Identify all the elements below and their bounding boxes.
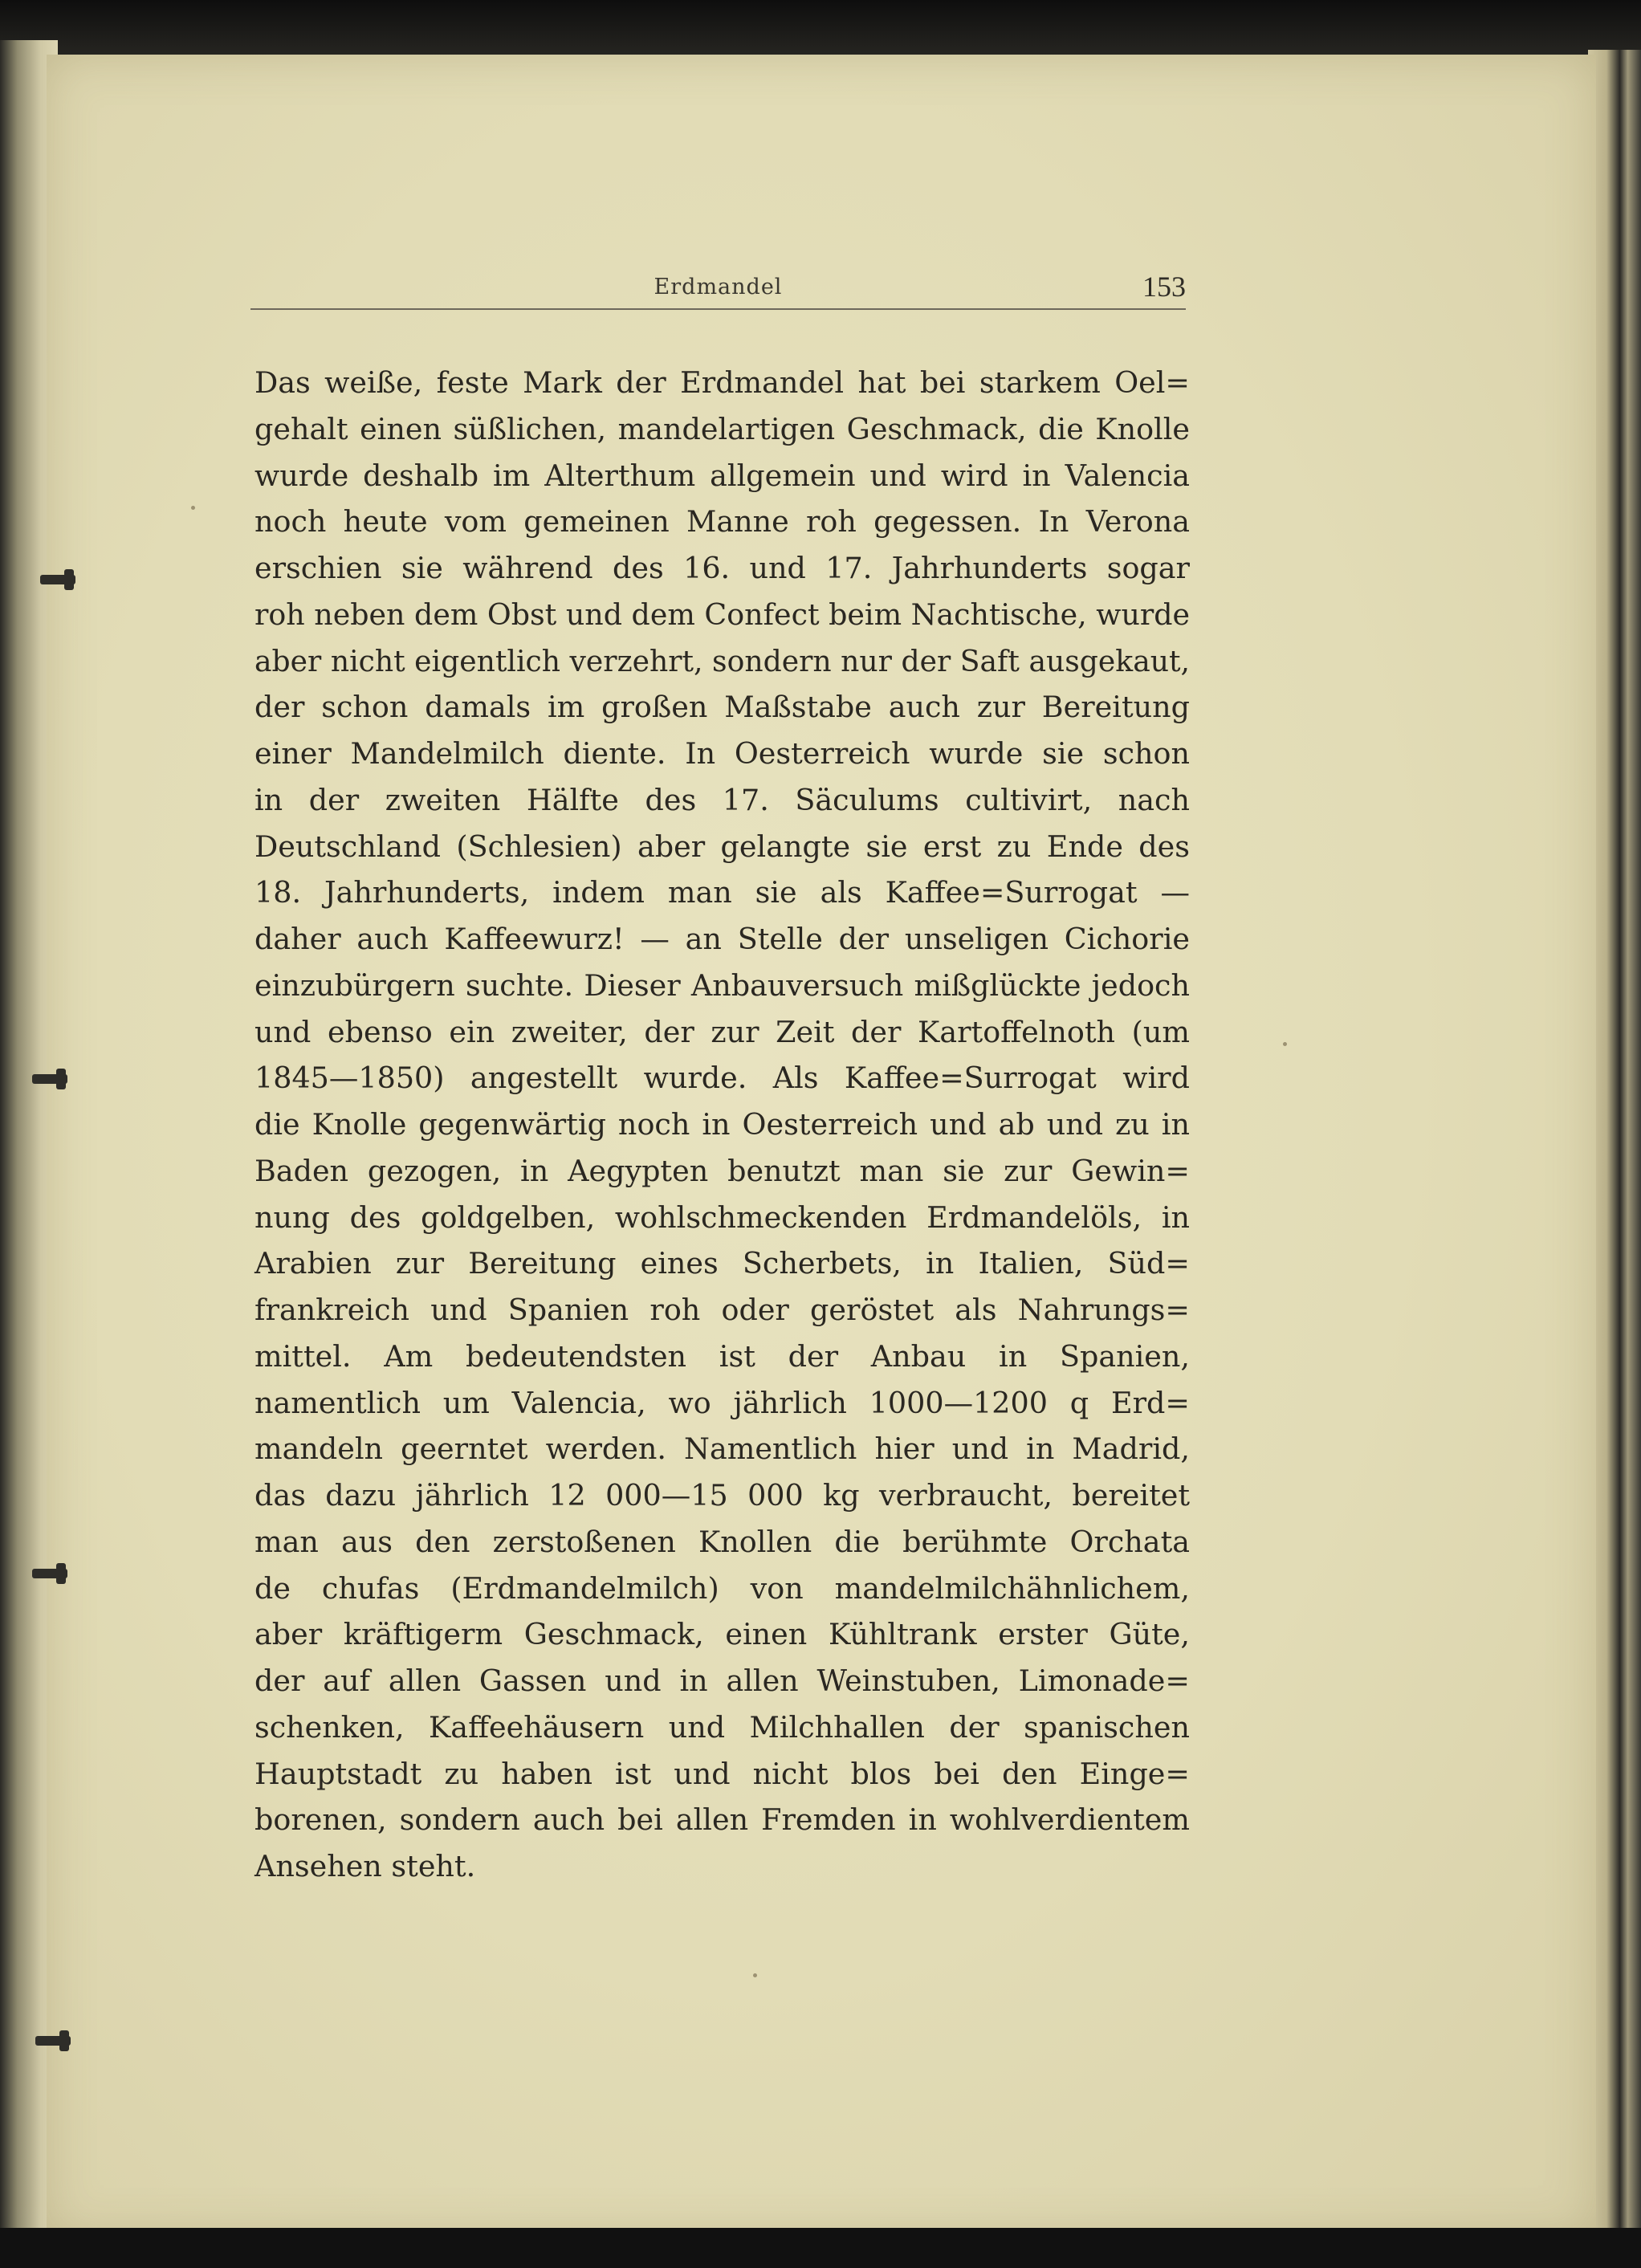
- text-line: frankreich und Spanien roh oder geröstet als Nahrungs=: [254, 1293, 1190, 1327]
- text-line: der schon damals im großen Maßstabe auch zur Bereitung: [254, 690, 1190, 725]
- text-line: daher auch Kaffeewurz! — an Stelle der unseligen Cichorie: [254, 922, 1190, 956]
- text-line: roh neben dem Obst und dem Confect beim Nachtische, wurde: [254, 597, 1191, 632]
- text-line: einer Mandelmilch diente. In Oesterreich wurde sie schon: [254, 736, 1190, 771]
- text-line: Baden gezogen, in Aegypten benutzt man sie zur Gewin=: [254, 1153, 1190, 1188]
- text-line: mittel. Am bedeutendsten ist der Anbau in Spanien,: [254, 1338, 1190, 1374]
- text-line: de chufas (Erdmandelmilch) von mandelmilchähnlichem,: [254, 1570, 1190, 1606]
- text-line: die Knolle gegenwärtig noch in Oesterreich und ab und zu in: [254, 1107, 1190, 1142]
- body-paragraph: [254, 360, 1190, 1890]
- binding-stitch-mark: [32, 1569, 67, 1578]
- text-line: namentlich um Valencia, wo jährlich 1000—1200 q Erd=: [254, 1385, 1190, 1420]
- text-line: Arabien zur Bereitung eines Scherbets, in Italien, Süd=: [254, 1246, 1190, 1281]
- scanner-background-top: [0, 0, 1641, 56]
- paper-fleck: [191, 506, 195, 510]
- text-line: aber nicht eigentlich verzehrt, sondern nur der Saft ausgekaut,: [254, 643, 1190, 678]
- text-line: 1845—1850) angestellt wurde. Als Kaffee=Surrogat wird: [254, 1061, 1190, 1096]
- text-line: mandeln geerntet werden. Namentlich hier und in Madrid,: [254, 1431, 1190, 1467]
- text-line: wurde deshalb im Alterthum allgemein und wird in Valencia: [254, 458, 1190, 493]
- text-line: erschien sie während des 16. und 17. Jahrhunderts sogar: [254, 551, 1190, 585]
- text-line: borenen, sondern auch bei allen Fremden in wohlverdientem: [254, 1802, 1190, 1838]
- text-line: gehalt einen süßlichen, mandelartigen Geschmack, die Knolle: [254, 411, 1190, 446]
- text-line: der auf allen Gassen und in allen Weinstuben, Limonade=: [254, 1663, 1190, 1698]
- paper-fleck: [1283, 1042, 1287, 1046]
- page-header: [250, 259, 1186, 310]
- text-line: Hauptstadt zu haben ist und nicht blos bei den Einge=: [254, 1756, 1190, 1791]
- running-title: Erdmandel: [654, 275, 783, 299]
- text-line: aber kräftigerm Geschmack, einen Kühltrank erster Güte,: [254, 1617, 1190, 1652]
- binding-stitch-mark: [32, 1074, 67, 1084]
- text-line: Ansehen steht.: [254, 1849, 476, 1883]
- scanner-background-bottom: [0, 2228, 1641, 2268]
- text-line: nung des goldgelben, wohlschmeckenden Erdmandelöls, in: [254, 1199, 1190, 1235]
- binding-stitch-mark: [40, 575, 75, 584]
- text-line: schenken, Kaffeehäusern und Milchhallen der spanischen: [254, 1709, 1190, 1745]
- page-number: 153: [1142, 271, 1186, 303]
- text-line: 18. Jahrhunderts, indem man sie als Kaffee=Surrogat —: [254, 875, 1190, 910]
- paper-fleck: [753, 1973, 757, 1977]
- binding-stitch-mark: [35, 2036, 71, 2046]
- text-line: in der zweiten Hälfte des 17. Säculums cultivirt, nach: [254, 782, 1190, 817]
- text-line: Das weiße, feste Mark der Erdmandel hat bei starkem Oel=: [254, 365, 1190, 400]
- text-line: man aus den zerstoßenen Knollen die berühmte Orchata: [254, 1524, 1190, 1559]
- text-line: Deutschland (Schlesien) aber gelangte sie erst zu Ende des: [254, 829, 1190, 864]
- text-line: und ebenso ein zweiter, der zur Zeit der Kartoffelnoth (um: [254, 1014, 1190, 1049]
- text-line: noch heute vom gemeinen Manne roh gegessen. In Verona: [254, 504, 1190, 540]
- text-line: einzubürgern suchte. Dieser Anbauversuch mißglückte jedoch: [254, 967, 1190, 1003]
- text-line: das dazu jährlich 12 000—15 000 kg verbraucht, bereitet: [254, 1478, 1190, 1513]
